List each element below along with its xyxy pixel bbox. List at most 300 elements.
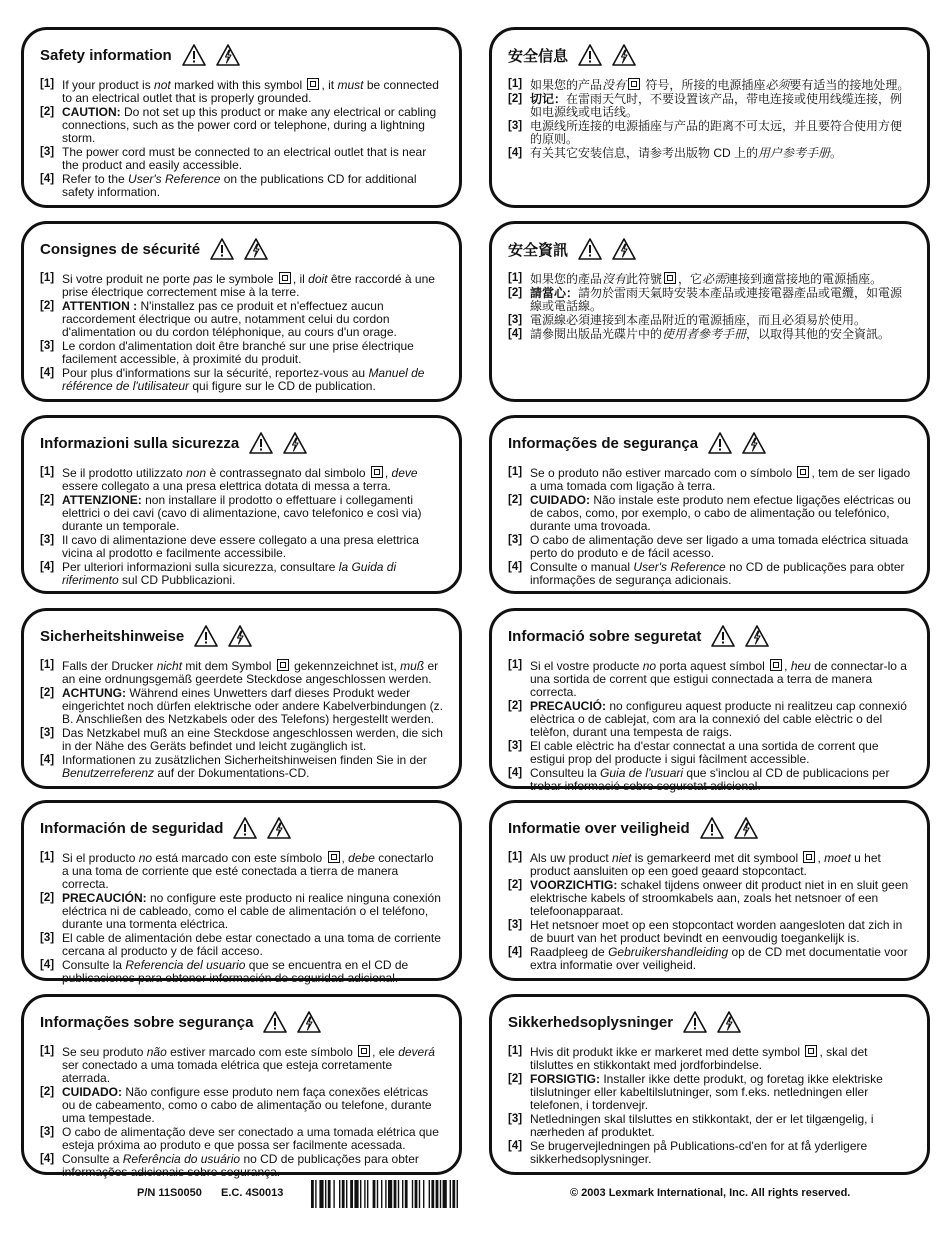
item-text [530,494,911,533]
text-run: Consulteu la [530,766,601,780]
safety-list [508,466,911,587]
item-text [62,106,443,145]
safety-item [40,494,443,533]
warning-triangle-icon [194,625,218,647]
safety-list [508,851,911,972]
text-run: ，它 [678,272,703,286]
emphasis-text: pas [193,272,213,286]
panel-title-row [508,42,911,68]
item-text [530,287,911,313]
text-run: essere collegato a una presa elettrica dotata di messa a terra. [62,479,391,493]
safety-list [508,659,911,793]
emphasis-text: Gebruikershandleiding [608,945,729,959]
item-number: [1] [508,466,523,478]
double-square-symbol-icon [628,78,640,90]
item-number: [3] [40,727,55,739]
safety-item [40,340,443,366]
emphasis-text: must [337,78,364,92]
panel-title: Informações sobre segurança [40,1013,254,1031]
panel-title-row [508,1009,911,1035]
text-run: 。 [830,146,843,160]
text-run: Si el vostre producte [530,659,643,673]
safety-item [508,1073,911,1112]
warning-label: ACHTUNG: [62,686,126,700]
item-text [530,328,911,341]
copyright: © 2003 Lexmark International, Inc. All rights reserved. [570,1187,851,1199]
item-number: [4] [508,946,523,958]
emphasis-text: deverá [398,1045,435,1059]
panel-title: Sicherheitshinweise [40,627,185,645]
text-run: Per ulteriori informazioni sulla sicurezza, consultare [62,560,339,574]
emphasis-text: 必需 [702,272,727,286]
text-run: 在雷雨天气时，不要设置该产品，带电连接或使用线缆连接，例如电源线或电话线。 [530,92,903,119]
emphasis-text: not [154,78,171,92]
text-run: Installer ikke dette produkt, og foretag ikke elektriske tilslutninger eller kabeltilslutninger, som f.eks. netledningen eller telefonen, i tordenvejr. [530,1072,883,1112]
text-run: be connected to an electrical outlet that is properly grounded. [62,78,439,105]
safety-list [40,272,443,393]
panel-italian [21,415,462,594]
item-number: [4] [508,1140,523,1152]
safety-item [40,272,443,299]
electrical-shock-icon [612,44,636,66]
warning-label: VOORZICHTIG: [530,878,618,892]
barcode-bar [412,1180,413,1208]
item-number: [1] [40,272,55,284]
safety-item [40,1153,443,1179]
safety-item [40,892,443,931]
warning-triangle-icon [711,625,735,647]
item-number: [3] [508,534,523,546]
item-text [530,740,911,766]
item-number: [2] [508,879,523,891]
item-number: [4] [508,328,523,340]
warning-triangle-icon [182,44,206,66]
safety-item [508,561,911,587]
item-text [62,1153,443,1179]
double-square-symbol-icon [797,466,809,478]
warning-label: PRECAUCIÓN: [62,891,147,905]
text-run: , tem de ser ligado a uma tomada com ligação à terra. [530,466,911,493]
safety-item [508,1140,911,1166]
item-text [62,173,443,199]
item-text [530,466,911,493]
warning-triangle-icon [578,238,602,260]
barcode-bar [388,1180,392,1208]
electrical-shock-icon [216,44,240,66]
safety-item [40,146,443,172]
text-run: le symbole [212,272,277,286]
item-number: [2] [508,700,523,712]
safety-item [508,1045,911,1072]
barcode-bar [402,1180,403,1208]
panel-title: 安全信息 [508,47,569,65]
item-text [62,754,443,780]
barcode-bar [450,1180,451,1208]
item-text [530,1140,911,1166]
safety-item [508,78,911,92]
item-number: [3] [508,740,523,752]
emphasis-text: Benutzerreferenz [62,766,155,780]
item-number: [2] [508,1073,523,1085]
safety-item [40,932,443,958]
text-run: Do not set up this product or make any electrical or cabling connections, such as the power cord or telephone, during a lightning storm. [62,105,437,145]
text-run: Als uw product [530,851,613,865]
item-number: [4] [40,959,55,971]
safety-list [508,1045,911,1166]
item-text [62,300,443,339]
text-run: être raccordé à une prise électrique correctement mise à la terre. [62,272,435,299]
text-run: Netledningen skal tilsluttes en stikkontakt, der er let tilgængelig, i nærheden af produktet. [530,1112,874,1139]
safety-item [508,740,911,766]
item-text [62,272,443,299]
item-text [62,932,443,958]
text-run: Si votre produit ne porte [62,272,194,286]
text-run: , il [292,272,309,286]
item-text [62,534,443,560]
text-run: no configure este producto ni realice ninguna conexión eléctrica ni de cableado, como el cable de alimentación o el teléfono, durante una tormenta eléctrica. [62,891,441,931]
warning-triangle-icon [708,432,732,454]
text-run: , skal det tilsluttes en stikkontakt med jordforbindelse. [530,1045,868,1072]
text-run: porta aquest símbol [656,659,769,673]
barcode-bar [457,1180,458,1208]
electrical-shock-icon [612,238,636,260]
item-number: [2] [508,494,523,506]
double-square-symbol-icon [371,466,383,478]
text-run: auf der Dokumentations-CD. [154,766,310,780]
panel-french [21,221,462,402]
text-run: , [384,466,392,480]
text-run: marked with this symbol [170,78,306,92]
barcode-bar [405,1180,408,1208]
electrical-shock-icon [717,1011,741,1033]
item-text [62,78,443,105]
text-run: 請參閱出版品光碟片中的 [530,327,663,341]
barcode-bar [440,1180,441,1208]
panel-chinese-traditional [489,221,930,402]
text-run: 电源线所连接的电源插座与产品的距离不可太远，并且要符合使用方便的原则。 [530,119,903,146]
text-run: ，以取得其他的安全資訊。 [746,327,891,341]
safety-item [508,1113,911,1139]
safety-list [508,272,911,341]
hazard-icons [263,1011,321,1033]
item-text [530,700,911,739]
text-run: Se o produto não estiver marcado com o símbolo [530,466,796,480]
text-run: 如果您的產品 [530,272,603,286]
warning-triangle-icon [249,432,273,454]
item-number: [4] [508,561,523,573]
text-run: Não configure esse produto nem faça conexões elétricas ou de cabeamento, como o cabo de alimentação ou telefone, durante uma tempestade. [62,1085,432,1125]
text-run: no CD de publicações para obter informações de segurança adicionais. [530,560,905,587]
item-text [62,959,443,985]
electrical-shock-icon [267,817,291,839]
panel-catalan [489,608,930,793]
item-number: [3] [40,146,55,158]
electrical-shock-icon [742,432,766,454]
warning-label: 請當心： [530,286,579,300]
safety-item [508,659,911,699]
text-run: conectarlo a una toma de corriente que esté conectada a tierra de manera correcta. [62,851,434,891]
text-run: mit dem Symbol [182,659,275,673]
double-square-symbol-icon [358,1045,370,1057]
double-square-symbol-icon [277,659,289,671]
text-run: Le cordon d'alimentation doit être branché sur une prise électrique facilement accessible, à proximité du produit. [62,339,414,366]
item-text [530,78,911,92]
barcode-bar [385,1180,386,1208]
text-run: Consulte o manual [530,560,634,574]
emphasis-text: Manuel de référence de l'utilisateur [62,366,425,393]
electrical-shock-icon [745,625,769,647]
text-run: que se encuentra en el CD de publicaciones para obtener información de seguridad adicional. [62,958,409,985]
warning-label: CAUTION: [62,105,121,119]
emphasis-text: deve [391,466,418,480]
hazard-icons [711,625,769,647]
safety-item [40,851,443,891]
emphasis-text: la Guida di riferimento [62,560,397,587]
safety-list [40,466,443,587]
panel-title: Consignes de sécurité [40,240,201,258]
barcode-bar [333,1180,334,1208]
text-run: 連接到適當接地的電源插座。 [726,272,883,286]
emphasis-text: niet [612,851,632,865]
item-text [530,1045,911,1072]
item-number: [2] [508,287,523,299]
item-number: [1] [40,78,55,90]
emphasis-text: non [186,466,207,480]
safety-list [40,659,443,780]
barcode-bar [394,1180,397,1208]
text-run: schakel tijdens onweer dit product niet in en sluit geen elektrische kabels of stroomkabels aan, zoals het netsnoer of een telefoonapparaat. [530,878,909,918]
text-run: , it [321,78,338,92]
panel-portuguese-br [21,994,462,1179]
safety-item [508,494,911,533]
hazard-icons [182,44,240,66]
panel-title-row [40,1009,443,1035]
electrical-shock-icon [228,625,252,647]
hazard-icons [683,1011,741,1033]
emphasis-text: 沒有 [602,272,627,286]
text-run: estiver marcado com este símbolo [166,1045,357,1059]
text-run: on the publications CD for additional safety information. [62,172,417,199]
safety-item [508,919,911,945]
item-text [530,561,911,587]
item-text [62,687,443,726]
item-text [62,892,443,931]
item-text [530,93,911,119]
barcode-bar [364,1180,365,1208]
item-text [62,561,443,587]
item-text [62,367,443,393]
item-text [62,727,443,753]
text-run: Refer to the [62,172,129,186]
part-number: P/N 11S0050 [137,1187,202,1199]
panel-danish [489,994,930,1175]
item-number: [2] [40,1086,55,1098]
barcode-bar [381,1180,382,1208]
double-square-symbol-icon [279,272,291,284]
item-text [530,879,911,918]
warning-label: ATTENZIONE: [62,493,142,507]
item-number: [3] [508,314,523,326]
barcode-bar [423,1180,424,1208]
text-run: è contrassegnato dal simbolo [206,466,369,480]
text-run: Het netsnoer moet op een stopcontact worden aangesloten dat zich in de buurt van het product bevindt en eenvoudig toegankelijk is. [530,918,903,945]
double-square-symbol-icon [805,1045,817,1057]
double-square-symbol-icon [803,851,815,863]
item-number: [2] [40,892,55,904]
item-text [530,919,911,945]
barcode-bar [360,1180,361,1208]
item-text [530,147,911,160]
barcode-bar [415,1180,418,1208]
warning-triangle-icon [683,1011,707,1033]
item-text [62,146,443,172]
item-text [530,272,911,286]
hazard-icons [708,432,766,454]
safety-item [40,727,443,753]
double-square-symbol-icon [664,272,676,284]
emphasis-text: moet [824,851,851,865]
emphasis-text: 必须 [765,78,790,92]
item-number: [4] [40,754,55,766]
safety-item [508,120,911,146]
safety-item [508,466,911,493]
warning-triangle-icon [233,817,257,839]
item-text [62,659,443,686]
emphasis-text: User's Reference [633,560,726,574]
item-number: [1] [508,272,523,284]
item-text [530,314,911,327]
safety-list [40,78,443,199]
emphasis-text: Referencia del usuario [125,958,246,972]
text-run: , ele [372,1045,399,1059]
text-run: Consulte a [62,1152,123,1166]
item-number: [4] [508,147,523,159]
safety-item [508,314,911,327]
text-run: de connectar-lo a una sortida de corrent que estigui connectada a terra de manera correcta. [530,659,907,699]
panel-title-row [40,430,443,456]
barcode-bar [377,1180,378,1208]
safety-item [40,466,443,493]
text-run: Não instale este produto nem efectue ligações eléctricas ou de cabos, como, por exemplo, o cabo de alimentação ou telefónico, durante uma trovoada. [530,493,911,533]
hazard-icons [233,817,291,839]
text-run: El cable de alimentación debe estar conectado a una toma de corriente cercana al producto y de fácil acceso. [62,931,441,958]
text-run: 此符號 [626,272,663,286]
item-text [62,1045,443,1085]
item-number: [1] [40,851,55,863]
barcode-bar [373,1180,376,1208]
text-run: 符号，所接的电源插座 [642,78,766,92]
safety-item [40,367,443,393]
warning-label: 切记： [530,92,567,106]
item-number: [4] [40,367,55,379]
barcode-icon [311,1180,551,1208]
item-number: [1] [508,659,523,671]
emphasis-text: debe [348,851,375,865]
text-run: The power cord must be connected to an electrical outlet that is near the product and easily accessible. [62,145,427,172]
barcode-bar [315,1180,316,1208]
warning-label: ATTENTION : [62,299,138,313]
item-number: [2] [40,494,55,506]
item-number: [4] [40,173,55,185]
safety-list [40,851,443,985]
safety-item [40,173,443,199]
barcode-bar [354,1180,358,1208]
barcode-bar [350,1180,353,1208]
panel-title: Informazioni sulla sicurezza [40,434,240,452]
emphasis-text: 使用者參考手冊 [662,327,747,341]
electrical-shock-icon [297,1011,321,1033]
text-run: non installare il prodotto o effettuare i collegamenti elettrici o dei cavi (cavo di alimentazione, cavo telefonico e così via) durante un temporale. [62,493,422,533]
emphasis-text: User's Reference [128,172,221,186]
hazard-icons [194,625,252,647]
barcode-bar [325,1180,326,1208]
safety-item [40,1045,443,1085]
safety-item [40,561,443,587]
panel-dutch [489,800,930,981]
item-number: [1] [508,851,523,863]
barcode-bar [328,1180,331,1208]
item-number: [3] [508,919,523,931]
safety-item [40,300,443,339]
emphasis-text: nicht [156,659,183,673]
text-run: Falls der Drucker [62,659,157,673]
safety-item [508,328,911,341]
double-square-symbol-icon [770,659,782,671]
text-run: , [341,851,349,865]
emphasis-text: muß [400,659,425,673]
item-text [530,1073,911,1112]
electrical-shock-icon [283,432,307,454]
safety-item [40,754,443,780]
warning-triangle-icon [210,238,234,260]
ec-number: E.C. 4S0013 [221,1187,284,1199]
panel-spanish [21,800,462,985]
panel-title-row [40,236,443,262]
item-number: [3] [40,932,55,944]
panel-title: Información de seguridad [40,819,224,837]
item-text [530,851,911,878]
text-run: Raadpleeg de [530,945,609,959]
text-run: Se brugervejledningen på Publications-cd'en for at få yderligere sikkerhedsoplysninger. [530,1139,868,1166]
text-run: Während eines Unwetters darf dieses Produkt weder eingerichtet noch dürfen elektrische oder andere Kabelverbindungen (z. B. Anschließen des Netzkabels oder des Telefons) hergestellt werden. [62,686,443,726]
barcode-bar [419,1180,420,1208]
panel-title: Informació sobre seguretat [508,627,702,645]
panel-title-row [508,623,911,649]
safety-item [508,272,911,286]
safety-list [508,78,911,160]
text-run: If your product is [62,78,155,92]
text-run: 如果您的产品 [530,78,603,92]
item-text [530,534,911,560]
safety-list [40,1045,443,1179]
panel-title-row [508,815,911,841]
panel-english [21,27,462,208]
item-number: [3] [40,1126,55,1138]
emphasis-text: Referência do usuário [122,1152,241,1166]
hazard-icons [578,44,636,66]
panel-title: Sikkerhedsoplysninger [508,1013,674,1031]
emphasis-text: doit [308,272,328,286]
item-text [62,340,443,366]
text-run: no configureu aquest producte ni realitzeu cap connexió elèctrica o de cablejat, com ara la connexió del cable elèctric o del telèfon, durant una tempesta de raigs. [530,699,907,739]
text-run: u het product aansluiten op een goed geaard stopcontact. [530,851,881,878]
safety-item [508,700,911,739]
electrical-shock-icon [734,817,758,839]
barcode-bar [436,1180,439,1208]
text-run: 請勿於雷雨天氣時安裝本產品或連接電器產品或電纜，如電源線或電話線。 [530,286,903,313]
barcode-bar [339,1180,340,1208]
footer [0,1178,950,1208]
